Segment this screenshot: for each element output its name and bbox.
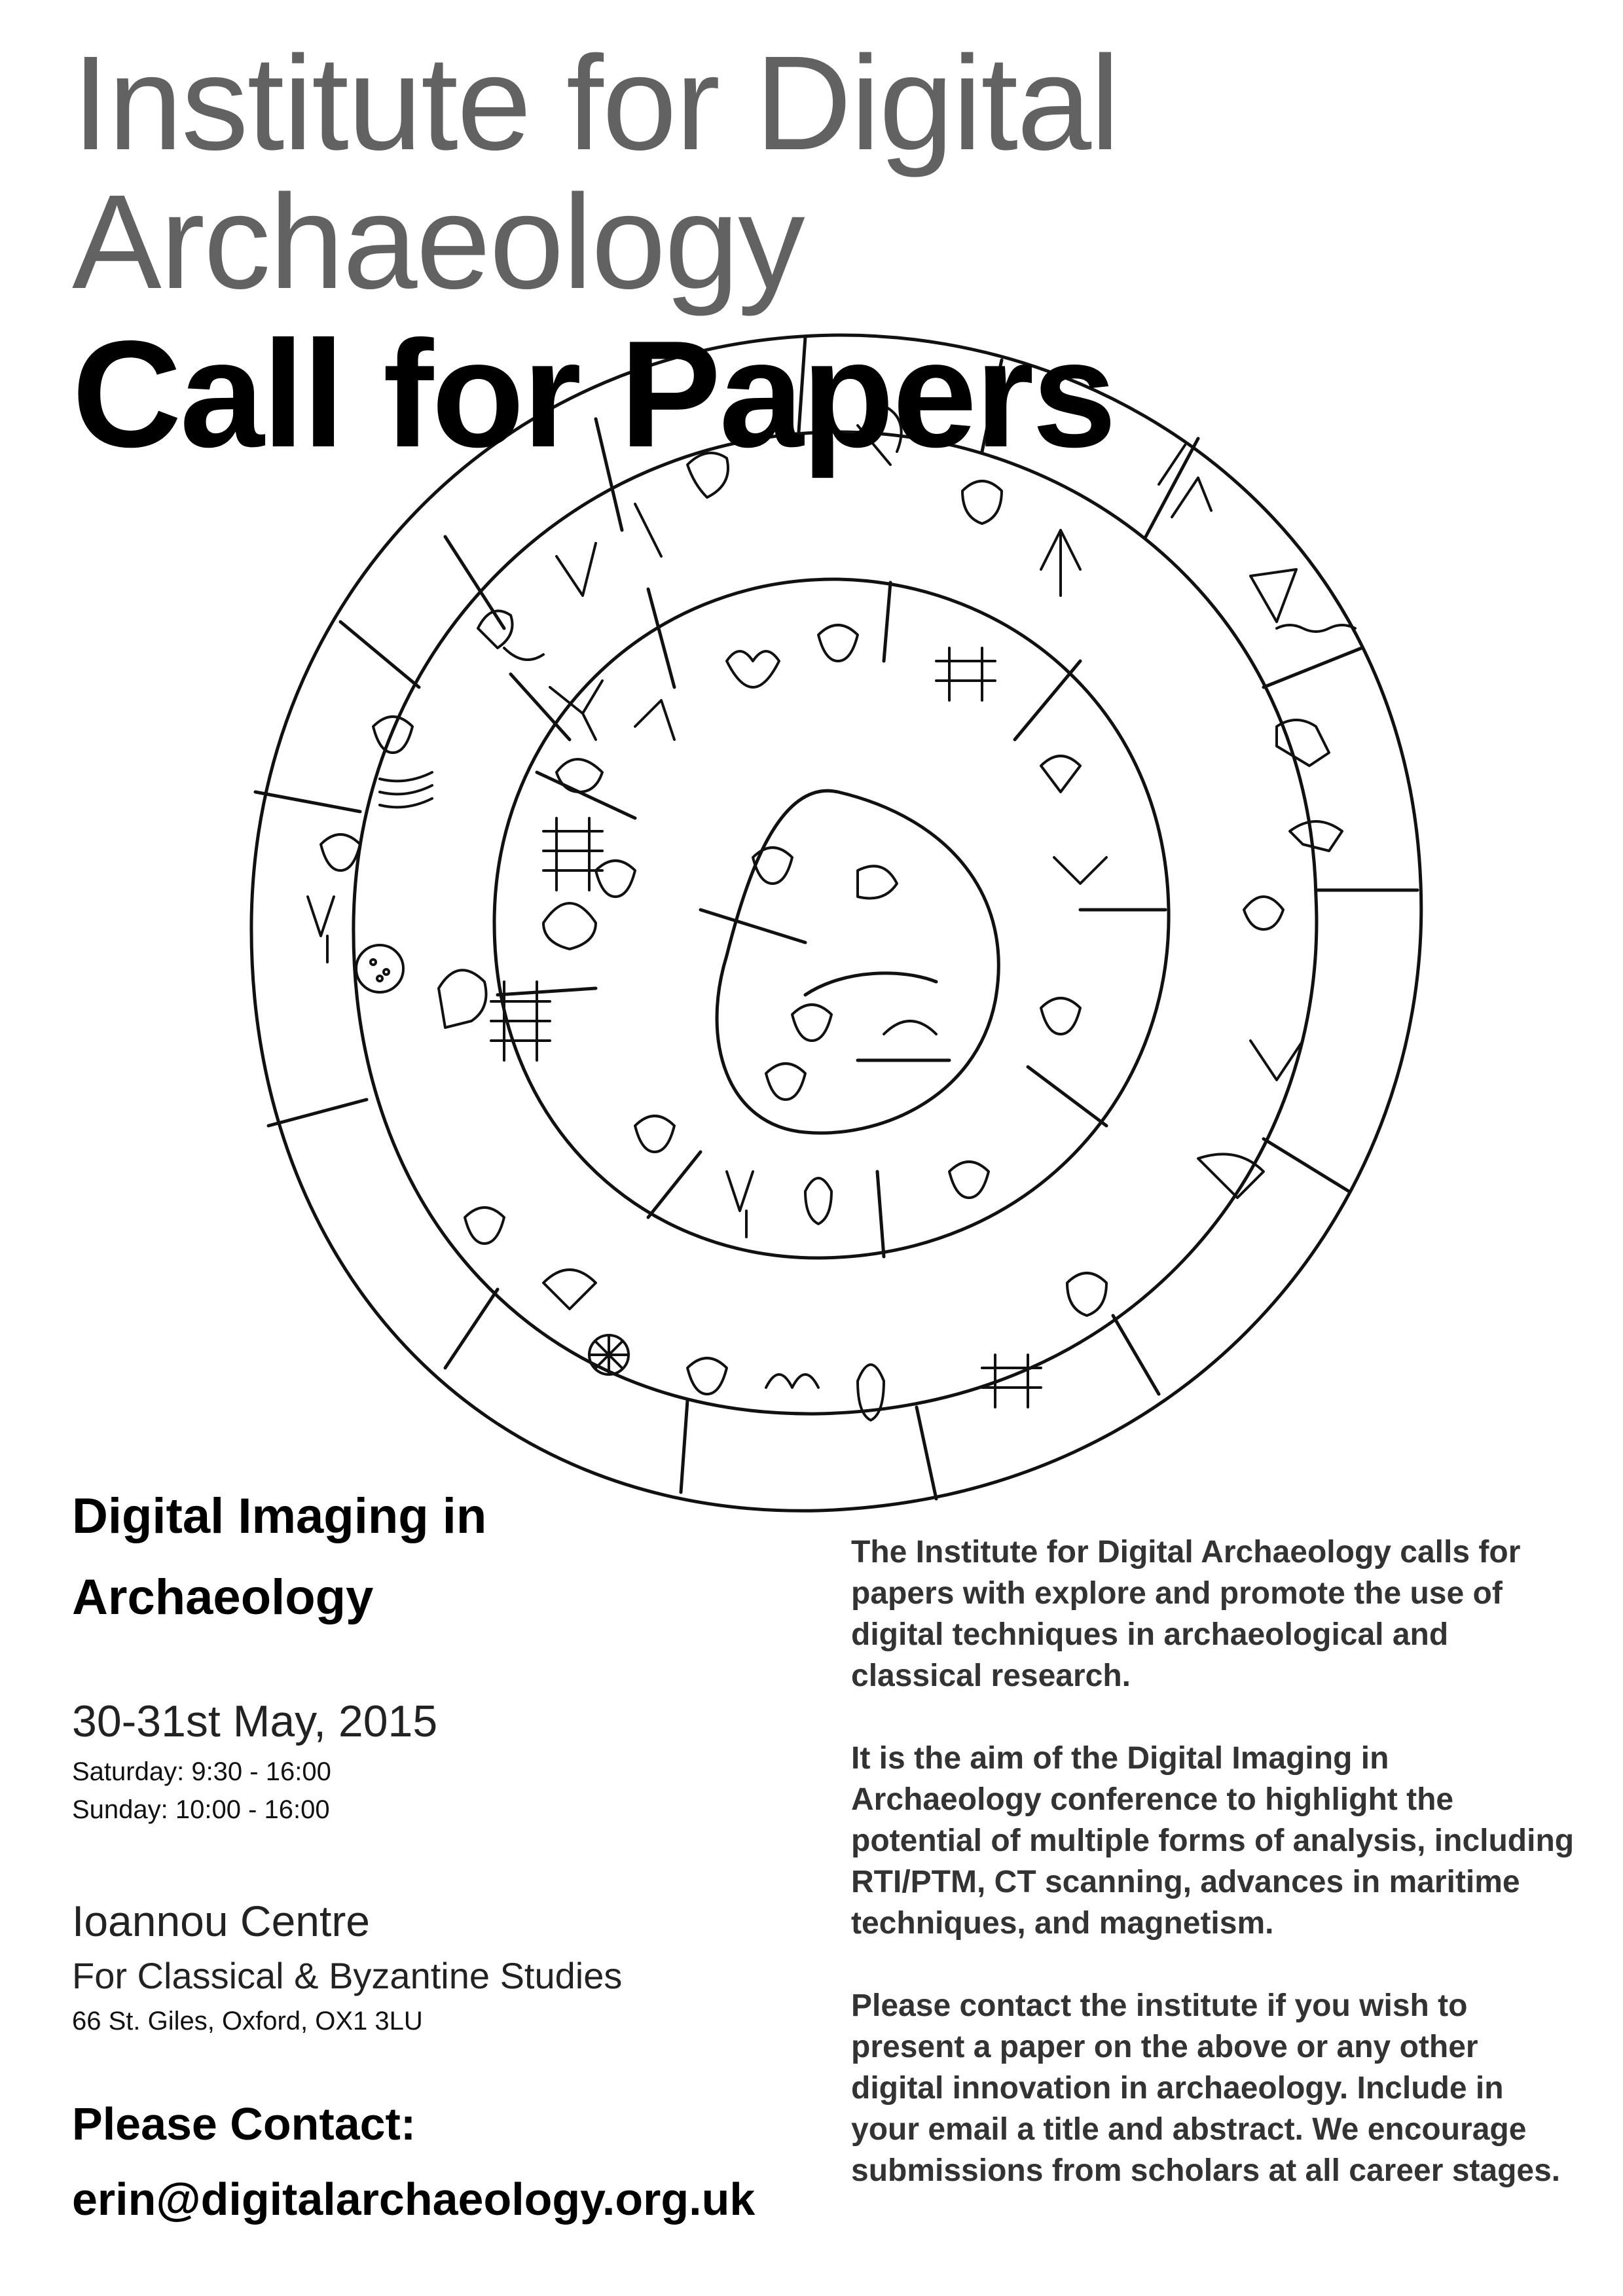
disc-outline (251, 335, 1421, 1511)
disc-ring-middle (494, 579, 1169, 1258)
description-paragraph-3: Please contact the institute if you wish to present a paper on the above or any other digital innovation in archaeology. Include in your email a title and abstract. We encourage submissions from scholars at all career stages. (851, 1988, 1561, 2188)
conference-title-line2: Archaeology (72, 1570, 374, 1625)
contact-heading: Please Contact: (72, 2098, 416, 2149)
disc-center-field (717, 791, 998, 1133)
sunday-hours: Sunday: 10:00 - 16:00 (72, 1795, 330, 1824)
saturday-hours: Saturday: 9:30 - 16:00 (72, 1757, 331, 1786)
contact-email: erin@digitalarchaeology.org.uk (72, 2174, 756, 2225)
call-for-papers-heading: Call for Papers (72, 310, 1115, 479)
venue-name: Ioannou Centre (72, 1897, 371, 1945)
venue-address: 66 St. Giles, Oxford, OX1 3LU (72, 2007, 423, 2036)
conference-title-line1: Digital Imaging in (72, 1488, 487, 1544)
venue-subtitle: For Classical & Byzantine Studies (72, 1955, 623, 1996)
institute-title-line1: Institute for Digital (72, 28, 1119, 178)
disc-spiral-dividers (255, 337, 1417, 1499)
disc-glyphs (308, 406, 1355, 1420)
event-hours (72, 1753, 331, 1829)
description-text (851, 1532, 1578, 2233)
conference-title (72, 1476, 792, 1638)
description-paragraph-2: It is the aim of the Digital Imaging in Archaeology conference to highlight the potential of multiple forms of analysis, including RTI/PTM, CT scanning, advances in maritime techniques, and magnetism. (851, 1741, 1575, 1941)
institute-title-line2: Archaeology (72, 167, 804, 317)
description-paragraph-1: The Institute for Digital Archaeology calls for papers with explore and promote the use of digital techniques in archaeological and classical research. (851, 1535, 1521, 1693)
event-date: 30-31st May, 2015 (72, 1696, 438, 1746)
phaistos-disc-illustration (229, 321, 1447, 1525)
institute-title (72, 28, 1545, 317)
